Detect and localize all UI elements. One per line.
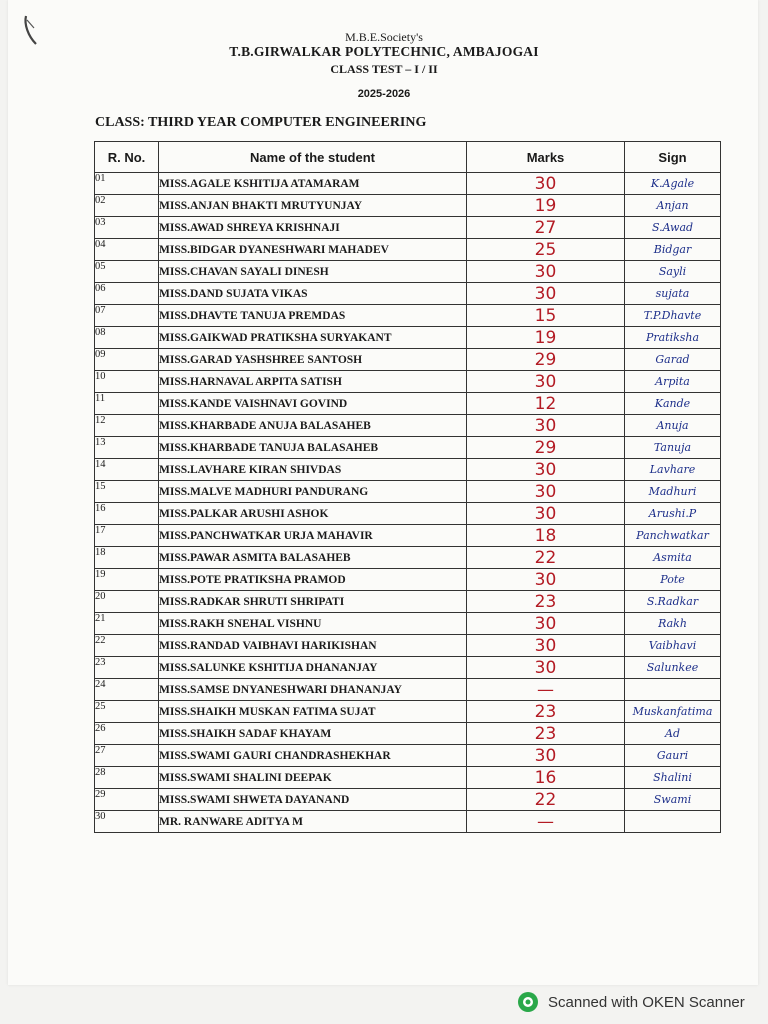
student-name-cell: MISS.AGALE KSHITIJA ATAMARAM <box>159 173 467 195</box>
table-row <box>95 239 721 261</box>
roll-number-cell: 13 <box>95 437 159 459</box>
marks-cell: 23 <box>467 701 625 723</box>
marks-cell: 16 <box>467 767 625 789</box>
roll-number-cell: 28 <box>95 767 159 789</box>
student-name-cell: MISS.KHARBADE TANUJA BALASAHEB <box>159 437 467 459</box>
roll-number-cell: 06 <box>95 283 159 305</box>
table-row <box>95 811 721 833</box>
header-rno: R. No. <box>95 142 159 173</box>
signature-cell: Vaibhavi <box>625 635 721 657</box>
marks-cell: 30 <box>467 503 625 525</box>
signature-cell: Madhuri <box>625 481 721 503</box>
roll-number-cell: 17 <box>95 525 159 547</box>
roll-number-cell: 10 <box>95 371 159 393</box>
signature-cell: Arushi.P <box>625 503 721 525</box>
student-name-cell: MISS.SAMSE DNYANESHWARI DHANANJAY <box>159 679 467 701</box>
student-name-cell: MISS.GARAD YASHSHREE SANTOSH <box>159 349 467 371</box>
signature-cell <box>625 679 721 701</box>
signature-cell: T.P.Dhavte <box>625 305 721 327</box>
table-row <box>95 635 721 657</box>
student-name-cell: MISS.KHARBADE ANUJA BALASAHEB <box>159 415 467 437</box>
roll-number-cell: 25 <box>95 701 159 723</box>
signature-cell: Rakh <box>625 613 721 635</box>
signature-cell: sujata <box>625 283 721 305</box>
signature-cell: Asmita <box>625 547 721 569</box>
roll-number-cell: 21 <box>95 613 159 635</box>
class-line: CLASS: THIRD YEAR COMPUTER ENGINEERING <box>95 115 427 130</box>
table-row <box>95 349 721 371</box>
roll-number-cell: 07 <box>95 305 159 327</box>
table-row <box>95 679 721 701</box>
scanner-footer <box>516 990 745 1014</box>
marks-cell: 30 <box>467 173 625 195</box>
table-row <box>95 503 721 525</box>
signature-cell: Anuja <box>625 415 721 437</box>
marks-cell: 27 <box>467 217 625 239</box>
signature-cell: Salunkee <box>625 657 721 679</box>
signature-cell: Lavhare <box>625 459 721 481</box>
roll-number-cell: 12 <box>95 415 159 437</box>
college-name: T.B.GIRWALKAR POLYTECHNIC, AMBAJOGAI <box>229 44 539 59</box>
signature-cell: Gauri <box>625 745 721 767</box>
academic-year: 2025-2026 <box>357 88 411 100</box>
marks-cell: 22 <box>467 547 625 569</box>
table-row <box>95 569 721 591</box>
signature-cell: Arpita <box>625 371 721 393</box>
roll-number-cell: 11 <box>95 393 159 415</box>
marks-cell: 30 <box>467 459 625 481</box>
table-row <box>95 701 721 723</box>
marks-cell: 30 <box>467 613 625 635</box>
roll-number-cell: 05 <box>95 261 159 283</box>
student-name-cell: MISS.PANCHWATKAR URJA MAHAVIR <box>159 525 467 547</box>
marks-cell: 30 <box>467 283 625 305</box>
roll-number-cell: 27 <box>95 745 159 767</box>
table-row <box>95 591 721 613</box>
table-row <box>95 327 721 349</box>
student-name-cell: MISS.RANDAD VAIBHAVI HARIKISHAN <box>159 635 467 657</box>
marks-cell: 18 <box>467 525 625 547</box>
marks-cell: 30 <box>467 745 625 767</box>
table-row <box>95 613 721 635</box>
student-name-cell: MR. RANWARE ADITYA M <box>159 811 467 833</box>
student-name-cell: MISS.ANJAN BHAKTI MRUTYUNJAY <box>159 195 467 217</box>
marks-cell: 22 <box>467 789 625 811</box>
student-name-cell: MISS.DHAVTE TANUJA PREMDAS <box>159 305 467 327</box>
marks-cell: — <box>467 679 625 701</box>
table-header-row <box>95 142 721 173</box>
marks-cell: 30 <box>467 415 625 437</box>
student-name-cell: MISS.SWAMI GAURI CHANDRASHEKHAR <box>159 745 467 767</box>
marks-cell: 19 <box>467 195 625 217</box>
marks-cell: 30 <box>467 371 625 393</box>
table-row <box>95 481 721 503</box>
table-row <box>95 789 721 811</box>
marks-cell: 19 <box>467 327 625 349</box>
roll-number-cell: 18 <box>95 547 159 569</box>
roll-number-cell: 04 <box>95 239 159 261</box>
roll-number-cell: 08 <box>95 327 159 349</box>
signature-cell: Swami <box>625 789 721 811</box>
student-name-cell: MISS.SHAIKH SADAF KHAYAM <box>159 723 467 745</box>
roll-number-cell: 19 <box>95 569 159 591</box>
marks-cell: 25 <box>467 239 625 261</box>
table-row <box>95 195 721 217</box>
student-name-cell: MISS.AWAD SHREYA KRISHNAJI <box>159 217 467 239</box>
student-name-cell: MISS.POTE PRATIKSHA PRAMOD <box>159 569 467 591</box>
table-row <box>95 217 721 239</box>
signature-cell: Garad <box>625 349 721 371</box>
marks-cell: 15 <box>467 305 625 327</box>
marks-cell: 30 <box>467 481 625 503</box>
roll-number-cell: 14 <box>95 459 159 481</box>
roll-number-cell: 16 <box>95 503 159 525</box>
student-name-cell: MISS.PAWAR ASMITA BALASAHEB <box>159 547 467 569</box>
marks-cell: 23 <box>467 723 625 745</box>
header-name: Name of the student <box>159 142 467 173</box>
roll-number-cell: 22 <box>95 635 159 657</box>
student-name-cell: MISS.SHAIKH MUSKAN FATIMA SUJAT <box>159 701 467 723</box>
table-row <box>95 745 721 767</box>
roll-number-cell: 23 <box>95 657 159 679</box>
signature-cell: S.Awad <box>625 217 721 239</box>
student-name-cell: MISS.SWAMI SHALINI DEEPAK <box>159 767 467 789</box>
table-row <box>95 261 721 283</box>
student-name-cell: MISS.LAVHARE KIRAN SHIVDAS <box>159 459 467 481</box>
roll-number-cell: 15 <box>95 481 159 503</box>
signature-cell: K.Agale <box>625 173 721 195</box>
signature-cell: Pote <box>625 569 721 591</box>
table-row <box>95 547 721 569</box>
roll-number-cell: 29 <box>95 789 159 811</box>
student-name-cell: MISS.SWAMI SHWETA DAYANAND <box>159 789 467 811</box>
signature-cell: Shalini <box>625 767 721 789</box>
table-row <box>95 657 721 679</box>
roll-number-cell: 09 <box>95 349 159 371</box>
student-name-cell: MISS.BIDGAR DYANESHWARI MAHADEV <box>159 239 467 261</box>
student-name-cell: MISS.CHAVAN SAYALI DINESH <box>159 261 467 283</box>
table-row <box>95 723 721 745</box>
marks-cell: 30 <box>467 261 625 283</box>
marks-cell: 12 <box>467 393 625 415</box>
roll-number-cell: 30 <box>95 811 159 833</box>
roll-number-cell: 03 <box>95 217 159 239</box>
signature-cell: Tanuja <box>625 437 721 459</box>
roll-number-cell: 20 <box>95 591 159 613</box>
table-row <box>95 173 721 195</box>
header-marks: Marks <box>467 142 625 173</box>
test-title: CLASS TEST – I / II <box>330 62 438 76</box>
marks-cell: 30 <box>467 635 625 657</box>
roll-number-cell: 02 <box>95 195 159 217</box>
signature-cell: Sayli <box>625 261 721 283</box>
marks-cell: — <box>467 811 625 833</box>
table-row <box>95 283 721 305</box>
signature-cell: Muskanfatima <box>625 701 721 723</box>
roll-number-cell: 01 <box>95 173 159 195</box>
student-name-cell: MISS.MALVE MADHURI PANDURANG <box>159 481 467 503</box>
signature-cell: Pratiksha <box>625 327 721 349</box>
table-row <box>95 393 721 415</box>
student-name-cell: MISS.SALUNKE KSHITIJA DHANANJAY <box>159 657 467 679</box>
signature-cell: Kande <box>625 393 721 415</box>
student-name-cell: MISS.KANDE VAISHNAVI GOVIND <box>159 393 467 415</box>
signature-cell: S.Radkar <box>625 591 721 613</box>
table-row <box>95 437 721 459</box>
marks-cell: 29 <box>467 349 625 371</box>
marks-cell: 23 <box>467 591 625 613</box>
scanner-footer-text: Scanned with OKEN Scanner <box>548 993 745 1011</box>
table-row <box>95 459 721 481</box>
society-name: M.B.E.Society's <box>345 30 423 44</box>
table-row <box>95 371 721 393</box>
table-row <box>95 525 721 547</box>
marks-cell: 30 <box>467 569 625 591</box>
signature-cell: Ad <box>625 723 721 745</box>
signature-cell: Anjan <box>625 195 721 217</box>
table-row <box>95 415 721 437</box>
student-name-cell: MISS.PALKAR ARUSHI ASHOK <box>159 503 467 525</box>
header-sign: Sign <box>625 142 721 173</box>
marks-cell: 29 <box>467 437 625 459</box>
roll-number-cell: 24 <box>95 679 159 701</box>
student-name-cell: MISS.DAND SUJATA VIKAS <box>159 283 467 305</box>
oken-scanner-logo-icon <box>516 990 540 1014</box>
student-name-cell: MISS.HARNAVAL ARPITA SATISH <box>159 371 467 393</box>
signature-cell: Panchwatkar <box>625 525 721 547</box>
table-row <box>95 767 721 789</box>
student-name-cell: MISS.GAIKWAD PRATIKSHA SURYAKANT <box>159 327 467 349</box>
roll-number-cell: 26 <box>95 723 159 745</box>
student-name-cell: MISS.RAKH SNEHAL VISHNU <box>159 613 467 635</box>
student-name-cell: MISS.RADKAR SHRUTI SHRIPATI <box>159 591 467 613</box>
signature-cell: Bidgar <box>625 239 721 261</box>
marks-cell: 30 <box>467 657 625 679</box>
marks-table <box>94 141 721 833</box>
table-row <box>95 305 721 327</box>
signature-cell <box>625 811 721 833</box>
